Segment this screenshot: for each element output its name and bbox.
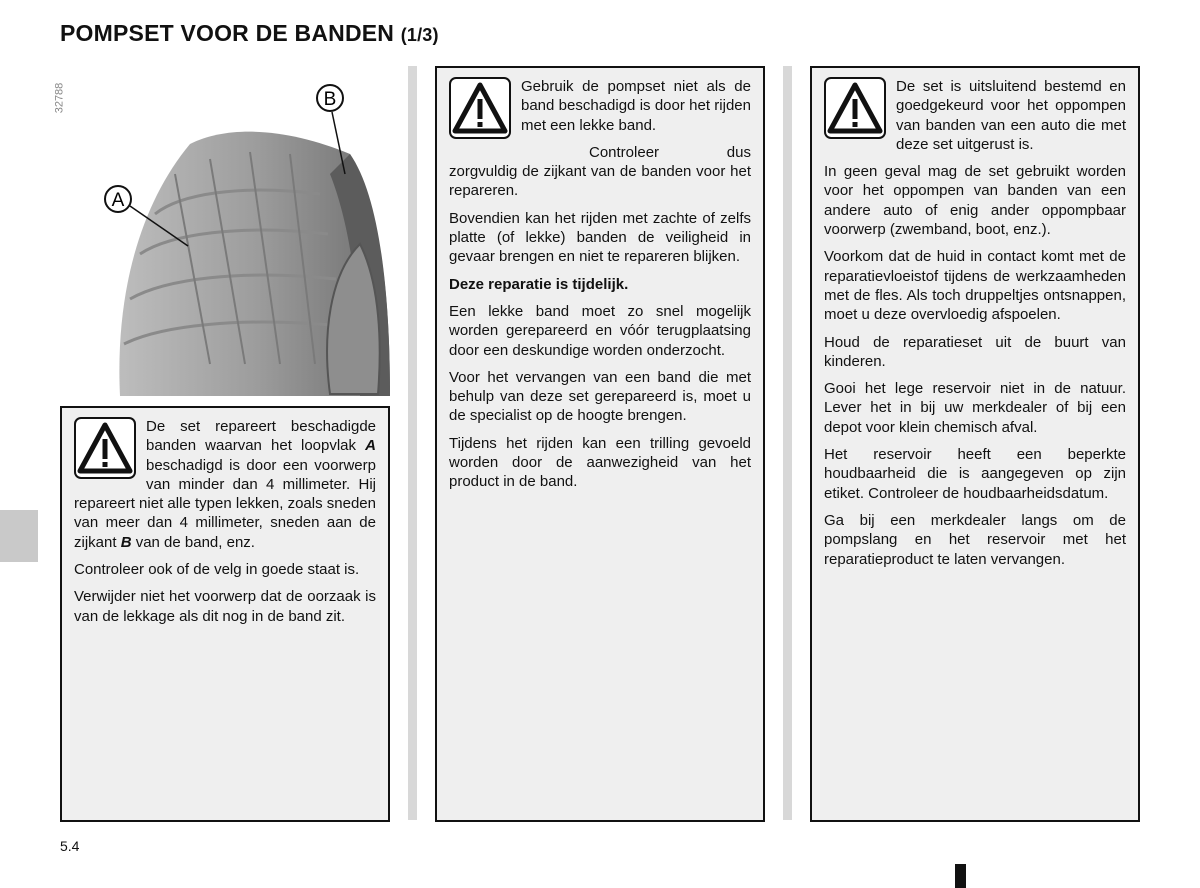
left-paragraph-3: Verwijder niet het voorwerp dat de oorzaak is van de lekkage als dit nog in de band zit. [74,588,376,625]
page-title [60,20,439,47]
right-paragraph-7: Ga bij een merkdealer langs om de pompslang en het reservoir met het reparatieproduct te laten vervangen. [824,511,1126,568]
print-mark [955,864,966,888]
left-paragraph-1: De set repareert beschadigde banden waarvan het loopvlak A beschadigd is door een voorwerp van minder dan 4 millimeter. Hij repareert niet alle typen lekken, zoals sneden van meer dan 4 millimeter, sneden aan de zijkant B van de band, enz. [74,418,376,551]
right-paragraph-5: Gooi het lege reservoir niet in de natuur. Lever het in bij uw merkdealer of bij een depot voor klein chemisch afval. [824,380,1126,436]
middle-paragraph-1: Gebruik de pompset niet als de band beschadigd is door het rijden met een lekke band. [521,78,751,134]
right-paragraph-2: In geen geval mag de set gebruikt worden voor het oppompen van banden van een andere auto of enig ander oppompbaar voorwerp (zwemband, boot, enz.). [824,163,1126,239]
image-code: 32788 [53,82,66,114]
middle-warning-panel [435,66,765,822]
left-paragraph-2: Controleer ook of de velg in goede staat is. [74,561,360,579]
page-number: 5.4 [60,838,80,854]
callout-b-label: B [323,89,337,110]
right-paragraph-6: Het reservoir heeft een beperkte houdbaarheid die is aangegeven op zijn etiket. Controleer de houdbaarheidsdatum. [824,446,1126,502]
right-paragraph-4: Houd de reparatieset uit de buurt van kinderen. [824,333,1126,370]
warning-triangle-icon [449,77,511,139]
middle-paragraph-6: Voor het vervangen van een band die met behulp van deze set gerepareerd is, moet u de specialist op de hoogte brengen. [449,368,751,425]
left-warning-panel [60,406,390,822]
middle-paragraph-5: Een lekke band moet zo snel mogelijk worden gerepareerd en vóór terugplaatsing door een deskundige worden onderzocht. [449,302,751,359]
middle-paragraph-4: Deze reparatie is tijdelijk. [449,275,629,293]
column-divider-right [783,66,792,820]
column-divider-left [408,66,417,820]
warning-triangle-icon [824,77,886,139]
callout-a-label: A [111,190,125,211]
page-title-text: POMPSET VOOR DE BANDEN [60,20,395,46]
page-title-part: (1/3) [400,25,439,45]
middle-paragraph-7: Tijdens het rijden kan een trilling gevoeld worden door de aanwezigheid van het product in de band. [449,434,751,491]
middle-paragraph-2: Controleer dus zorgvuldig de zijkant van de banden voor het repareren. [449,143,751,200]
right-paragraph-1: De set is uitsluitend bestemd en goedgekeurd voor het oppompen van banden van een auto die met deze set uitgerust is. [896,78,1126,153]
warning-triangle-icon [74,417,136,479]
chapter-tab [0,510,38,562]
middle-paragraph-3: Bovendien kan het rijden met zachte of zelfs platte (of lekke) banden de veiligheid in gevaar brengen en niet te repareren blijken. [449,209,751,266]
right-warning-panel [810,66,1140,822]
right-paragraph-3: Voorkom dat de huid in contact komt met de reparatievloeistof tijdens de werkzaamheden met de fles. Als toch druppeltjes ontsnappen, moet u deze overvloedig afspoelen. [824,248,1126,324]
